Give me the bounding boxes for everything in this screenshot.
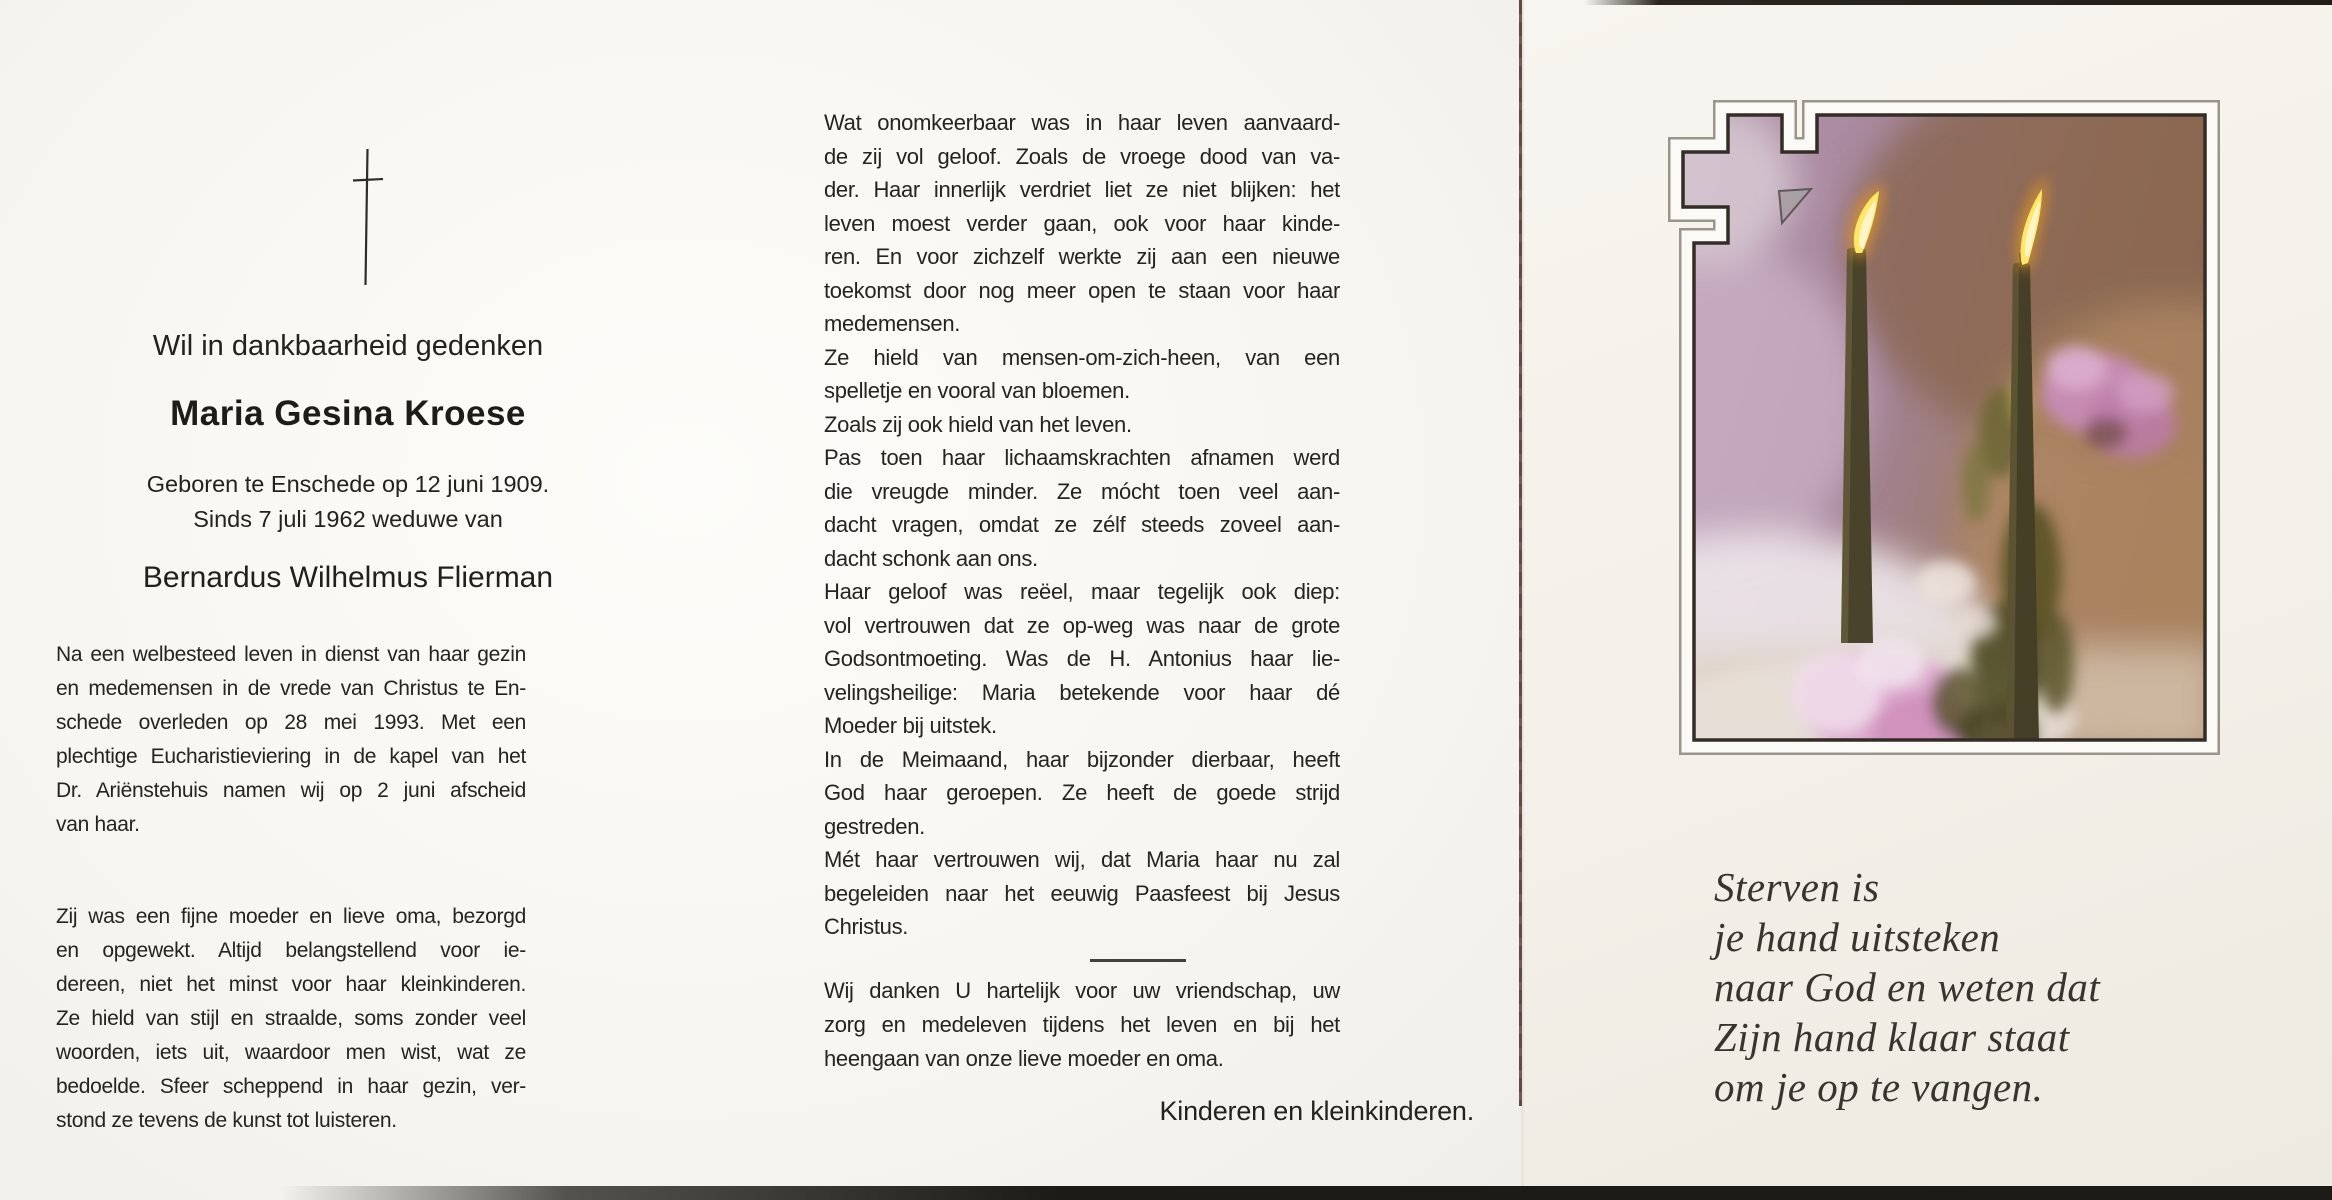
deceased-name: Maria Gesina Kroese [170, 394, 526, 433]
text-line: dacht schonk aan ons. [824, 545, 1038, 571]
scan-edge-top [1584, 0, 2332, 5]
text-line: schede overleden op 28 mei 1993. Met een [56, 711, 526, 734]
text-line: medemensen. [824, 311, 961, 336]
text-line: stond ze tevens de kunst tot luisteren. [56, 1109, 397, 1132]
thanks-paragraph [824, 974, 1340, 1076]
card-fold-line [1519, 0, 1522, 1106]
birth-lines [48, 467, 648, 537]
text-line: ren. En voor zichzelf werkte zij aan een nieuwe [824, 244, 1340, 269]
eulogy-column [824, 106, 1340, 944]
text-line: en medemensen in de vrede van Christus te En- [56, 677, 526, 700]
text-line: Na een welbesteed leven in dienst van haar gezin [56, 643, 526, 666]
text-line: Ze hield van stijl en straalde, soms zonder veel [56, 1007, 526, 1030]
text-line: Sterven is [1714, 864, 1880, 910]
text-line: Moeder bij uitstek. [824, 713, 997, 738]
text-line: woorden, iets uit, waardoor men wist, wat ze [56, 1041, 526, 1064]
text-line: om je op te vangen. [1714, 1064, 2044, 1110]
poem-text [1714, 862, 2204, 1112]
text-line: gestreden. [824, 813, 925, 839]
text-line: heengaan van onze lieve moeder en oma. [824, 1046, 1224, 1071]
memorial-photo [1660, 87, 2232, 774]
text-line: Ze hield van mensen-om-zich-heen, van een [824, 344, 1340, 370]
text-line: Pas toen haar lichaamskrachten afnamen werd [824, 445, 1340, 470]
text-line: plechtige Eucharistieviering in de kapel van het [56, 745, 526, 768]
text-line: de zij vol geloof. Zoals de vroege dood van va- [824, 143, 1340, 169]
text-line: Mét haar vertrouwen wij, dat Maria haar nu zal [824, 847, 1340, 872]
text-line: spelletje en vooral van bloemen. [824, 378, 1130, 403]
text-line: Wat onomkeerbaar was in haar leven aanvaard- [824, 110, 1340, 135]
birth-line-1: Geboren te Enschede op 12 juni 1909. [146, 471, 550, 497]
text-line: die vreugde minder. Ze mócht toen veel aan- [824, 478, 1340, 504]
text-line: dacht vragen, omdat ze zélf steeds zoveel aan- [824, 512, 1340, 537]
text-line: je hand uitsteken [1714, 914, 2001, 960]
text-line: dereen, niet het minst voor haar kleinkinderen. [56, 973, 526, 996]
text-line: Wij danken U hartelijk voor uw vriendschap, uw [824, 978, 1340, 1003]
text-line: Zij was een fijne moeder en lieve oma, bezorgd [56, 905, 526, 928]
text-line: begeleiden naar het eeuwig Paasfeest bij Jesus [824, 880, 1340, 906]
text-line: van haar. [56, 813, 140, 836]
text-line: Dr. Ariënstehuis namen wij op 2 juni afscheid [56, 779, 526, 802]
spouse-name: Bernardus Wilhelmus Flierman [142, 561, 554, 594]
text-line: zorg en medeleven tijdens het leven en bij het [824, 1012, 1340, 1037]
text-line: God haar geroepen. Ze heeft de goede strijd [824, 780, 1340, 805]
text-line: velingsheilige: Maria betekende voor haar dé [824, 679, 1340, 705]
obituary-paragraph-1 [56, 638, 526, 842]
text-line: Haar geloof was reëel, maar tegelijk ook diep: [824, 579, 1340, 604]
signature-line: Kinderen en kleinkinderen. [1159, 1096, 1474, 1126]
text-line: bedoelde. Sfeer scheppend in haar gezin, ver- [56, 1075, 526, 1098]
text-line: Godsontmoeting. Was de H. Antonius haar lie- [824, 646, 1340, 671]
text-line: leven moest verder gaan, ook voor haar kinde- [824, 210, 1340, 236]
text-line: Zoals zij ook hield van het leven. [824, 411, 1132, 437]
scan-edge-bottom [280, 1186, 2332, 1200]
text-line: en opgewekt. Altijd belangstellend voor ie- [56, 939, 526, 962]
text-line: Christus. [824, 914, 909, 939]
cross-icon [330, 145, 400, 300]
text-line: In de Meimaand, haar bijzonder dierbaar, heeft [824, 746, 1340, 772]
section-divider [1090, 959, 1186, 962]
text-line: Zijn hand klaar staat [1714, 1014, 2070, 1060]
text-line: toekomst door nog meer open te staan voor haar [824, 277, 1340, 303]
text-line: vol vertrouwen dat ze op-weg was naar de grote [824, 612, 1340, 638]
text-line: der. Haar innerlijk verdriet liet ze niet blijken: het [824, 177, 1340, 202]
birth-line-2: Sinds 7 juli 1962 weduwe van [193, 506, 503, 532]
obituary-paragraph-2 [56, 900, 526, 1138]
intro-line: Wil in dankbaarheid gedenken [152, 330, 544, 362]
text-line: naar God en weten dat [1714, 964, 2101, 1010]
